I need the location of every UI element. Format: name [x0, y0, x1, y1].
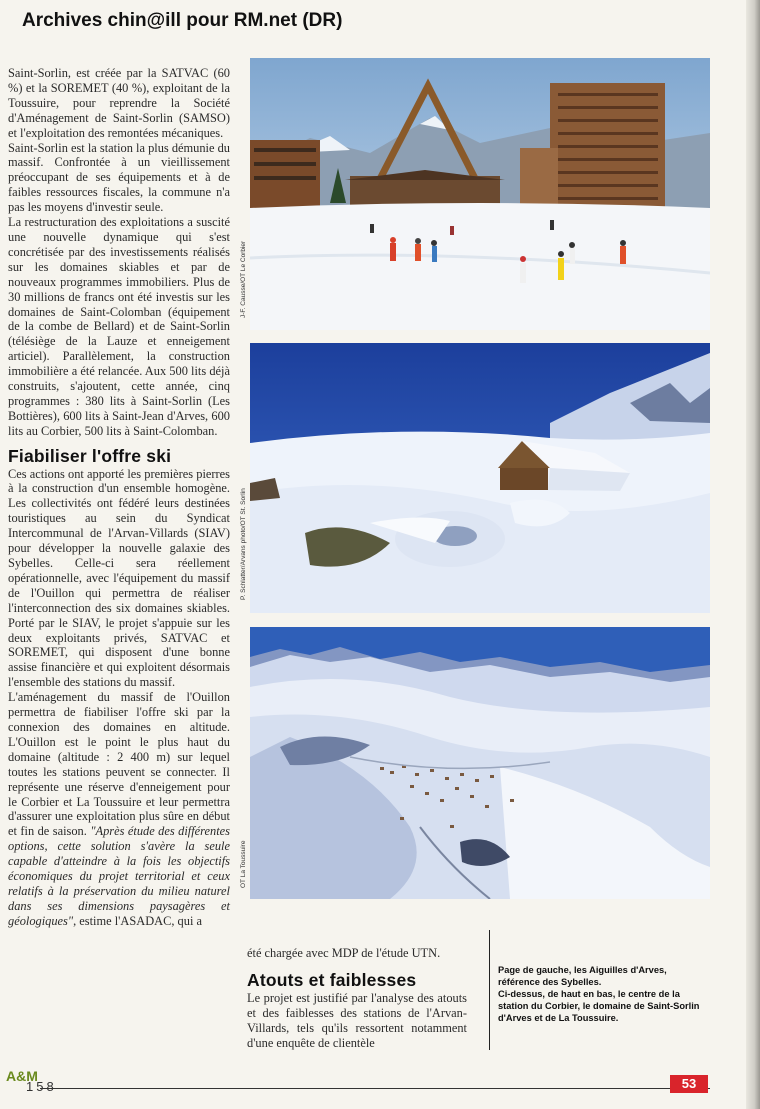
archive-header: Archives chin@ill pour RM.net (DR): [22, 10, 343, 31]
quote: "Après étude des différentes options, cette solution s'avère la seule capable d'atteindre à la fois les objectifs économiques du projet territorial et ceux relatifs à la préservation du milieu naturel dans ses dimensions paysagères et géologiques": [8, 824, 230, 928]
magazine-logo: A&M: [6, 1068, 38, 1084]
caption-line: Page de gauche, les Aiguilles d'Arves, référence des Sybelles.: [498, 965, 667, 987]
section-heading-fiabiliser: Fiabiliser l'offre ski: [8, 445, 172, 466]
footer-rule: [40, 1088, 710, 1089]
page-number-right: 53: [670, 1075, 708, 1093]
photo-credit-1: J-F. Causse/OT Le Corbier: [240, 240, 247, 318]
photo-credit-2: P. Schlatter/Arvans photo/OT St. Sorlin: [240, 488, 247, 600]
photo-caption: [498, 964, 708, 1024]
caption-line: Ci-dessus, de haut en bas, le centre de la station du Corbier, le domaine de Saint-Sorlin d'Arves et de La Toussuire.: [498, 989, 700, 1023]
photo-credit-3: OT La Toussuire: [240, 840, 247, 888]
page-number-left: 158: [26, 1079, 57, 1094]
middle-text-column: [247, 946, 467, 1050]
paragraph: La restructuration des exploitations a suscité une nouvelle dynamique qui s'est concrétisée par des investissements réalisés sur les domaines skiables et par de nouveaux programmes immobiliers. Plus de 30 millions de francs ont été investis sur les domaines de Saint-Colomban (équipement de la combe de Bellard) et de Saint-Sorlin (télésiège de la Lauze et enneigement articiel). Parallèlement, la construction immobilière a été relancée. Aux 500 lits déjà construits, s'ajoutent, cette année, cinq programmes : 380 lits à Saint-Sorlin (Les Bottières), 600 lits à Saint-Jean d'Arves, 600 lits au Corbier, 500 lits à Saint-Colomban.: [8, 215, 230, 438]
paragraph: Le projet est justifié par l'analyse des atouts et des faiblesses des stations de l'Arvan-Villards, tels qu'ils ressortent notamment d'une enquête de clientèle: [247, 990, 467, 1050]
paragraph: Saint-Sorlin, est créée par la SATVAC (60 %) et la SOREMET (40 %), exploitant de la Toussuire, pour reprendre la Société d'Aménagement de Saint-Sorlin (SAMSO) et l'exploitation des remontées mécaniques.: [8, 66, 230, 140]
photo-saint-sorlin: [250, 343, 710, 613]
left-text-column: [8, 66, 230, 929]
paragraph: [8, 690, 230, 929]
quote-attribution: , estime l'ASADAC, qui a: [73, 913, 202, 928]
section-heading-atouts: Atouts et faiblesses: [247, 969, 417, 990]
photo-le-corbier: [250, 58, 710, 330]
paragraph: Saint-Sorlin est la station la plus démunie du massif. Confrontée à un vieillissement préoccupant de ses équipements et à de faibles ressources fiscales, la commune n'a pas les moyens d'investir seule.: [8, 140, 230, 215]
photo-la-toussuire: [250, 627, 710, 899]
paragraph-text: L'aménagement du massif de l'Ouillon permettra de fiabiliser l'offre ski par la connexion des domaines en altitude. L'Ouillon est le point le plus haut du domaine (altitude : 2 400 m) sur lequel toutes les stations peuvent se connecter. Il représente une réserve d'enneigement pour le Corbier et La Toussuire et leur permettra d'assurer une exploitation plus sûre en début et fin de saison.: [8, 690, 230, 839]
paragraph: Ces actions ont apporté les premières pierres à la construction d'un ensemble homogène. Les collectivités ont fédéré leurs destinées touristiques au sein du Syndicat Intercommunal de l'Arvan-Villards (SIAV) pour développer la nouvelle galaxie des Sybelles. Celle-ci sera réellement opérationnelle, avec l'équipement du massif de l'Ouillon qui permettra de réaliser l'interconnection des six domaines skiables. Porté par le SIAV, le projet s'appuie sur les deux exploitants privés, SATVAC et SOREMET, qui disposent d'une bonne assise financière et qui exploitent désormais l'ensemble des stations du massif.: [8, 466, 230, 690]
paragraph-continuation: été chargée avec MDP de l'étude UTN.: [247, 946, 441, 960]
caption-divider: [489, 930, 490, 1050]
page-edge: [746, 0, 760, 1109]
